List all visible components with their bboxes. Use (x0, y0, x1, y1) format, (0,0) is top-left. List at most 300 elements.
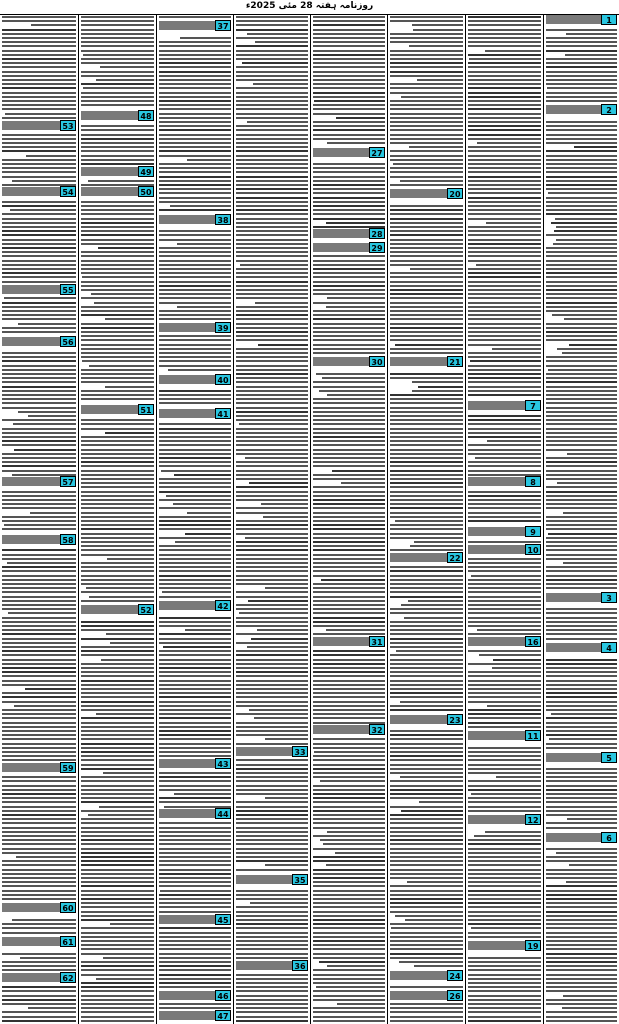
text-line (2, 558, 76, 560)
text-line (81, 419, 154, 421)
text-line (81, 373, 154, 375)
text-line (2, 797, 76, 799)
text-line (562, 352, 617, 354)
text-line (2, 33, 76, 35)
text-line (2, 717, 76, 719)
text-line (546, 419, 617, 421)
text-line (261, 503, 308, 505)
text-line (468, 512, 541, 514)
text-line (468, 625, 541, 627)
text-line (313, 1020, 385, 1022)
text-line (81, 902, 154, 904)
text-line (493, 659, 541, 661)
text-line (236, 831, 308, 833)
text-line (468, 201, 541, 203)
text-line (81, 881, 154, 883)
text-line (159, 667, 231, 669)
text-line (2, 381, 76, 383)
text-line (412, 390, 463, 392)
text-line (414, 541, 463, 543)
text-line (546, 890, 617, 892)
text-line (2, 927, 76, 929)
text-line (393, 163, 463, 165)
text-line (236, 192, 308, 194)
text-line (546, 516, 617, 518)
text-line (159, 289, 231, 291)
ad-number-badge: 39 (215, 322, 231, 333)
text-line (390, 16, 463, 18)
text-line (313, 407, 385, 409)
text-line (236, 982, 308, 984)
text-line (468, 621, 541, 623)
text-line (81, 780, 154, 782)
text-line (468, 856, 541, 858)
text-line (2, 201, 76, 203)
text-line (546, 923, 617, 925)
text-line (81, 575, 154, 577)
text-line (159, 121, 231, 123)
text-line (313, 953, 385, 955)
text-line (546, 570, 617, 572)
text-line (468, 869, 541, 871)
text-line (240, 264, 308, 266)
text-line (313, 990, 385, 992)
text-line (468, 873, 541, 875)
ad-number-badge: 40 (215, 374, 231, 385)
text-line (546, 29, 617, 31)
text-line (236, 108, 308, 110)
text-line (236, 499, 308, 501)
text-line (313, 898, 385, 900)
text-line (103, 957, 154, 959)
text-line (555, 218, 617, 220)
text-line (546, 297, 617, 299)
ad-number-badge: 20 (447, 188, 463, 199)
text-line (81, 281, 154, 283)
text-line (83, 54, 154, 56)
text-line (546, 407, 617, 409)
ad-number-badge: 8 (525, 476, 541, 487)
text-line (81, 327, 154, 329)
text-line (105, 432, 154, 434)
text-line (313, 33, 385, 35)
text-line (2, 218, 76, 220)
text-line (159, 822, 231, 824)
text-line (468, 129, 541, 131)
text-line (81, 512, 154, 514)
text-line (390, 696, 463, 698)
text-line (390, 209, 463, 211)
text-line (236, 835, 308, 837)
text-line (159, 75, 231, 77)
text-line (81, 272, 154, 274)
text-line (2, 390, 76, 392)
text-line (546, 205, 617, 207)
text-line (2, 138, 76, 140)
text-line (81, 474, 154, 476)
text-line (313, 835, 385, 837)
text-line (390, 570, 463, 572)
text-line (2, 579, 76, 581)
text-line (313, 129, 385, 131)
text-line (395, 344, 463, 346)
text-line (546, 255, 617, 257)
text-line (159, 188, 231, 190)
text-line (2, 709, 76, 711)
text-line (81, 218, 154, 220)
text-line (468, 562, 541, 564)
text-line (313, 617, 385, 619)
text-line (159, 66, 231, 68)
text-line (81, 239, 154, 241)
text-line (159, 738, 231, 740)
text-line (81, 1020, 154, 1022)
text-line (468, 134, 541, 136)
text-line (313, 654, 385, 656)
text-line (313, 108, 385, 110)
text-line (236, 688, 308, 690)
text-line (236, 554, 308, 556)
text-line (2, 995, 76, 997)
text-line (81, 747, 154, 749)
text-line (390, 121, 463, 123)
text-line (546, 932, 617, 934)
text-line (313, 562, 385, 564)
text-line (407, 881, 463, 883)
text-line (236, 180, 308, 182)
text-line (546, 629, 617, 631)
text-line (159, 45, 231, 47)
ad-number-badge: 22 (447, 552, 463, 563)
text-line (2, 281, 76, 283)
text-line (2, 394, 76, 396)
text-line (2, 419, 76, 421)
text-line (159, 751, 231, 753)
text-line (468, 344, 541, 346)
text-line (239, 423, 308, 425)
text-line (390, 331, 463, 333)
text-line (468, 881, 541, 883)
text-line (546, 579, 617, 581)
text-line (468, 1016, 541, 1018)
text-line (2, 360, 76, 362)
text-line (81, 722, 154, 724)
text-line (159, 516, 231, 518)
text-line (159, 726, 231, 728)
text-line (81, 705, 154, 707)
text-line (2, 306, 76, 308)
text-line (313, 201, 385, 203)
text-line (2, 159, 76, 161)
text-line (546, 100, 617, 102)
text-line (159, 197, 231, 199)
text-line (390, 243, 463, 245)
text-line (159, 297, 231, 299)
text-line (468, 45, 541, 47)
text-line (468, 251, 541, 253)
text-line (390, 83, 463, 85)
text-line (395, 915, 463, 917)
text-line (236, 163, 308, 165)
text-line (81, 717, 154, 719)
text-line (399, 961, 463, 963)
text-line (313, 436, 385, 438)
text-line (159, 302, 231, 304)
text-line (98, 247, 154, 249)
text-line (390, 407, 463, 409)
text-line (159, 444, 231, 446)
text-line (390, 150, 463, 152)
text-line (313, 738, 385, 740)
text-line (159, 650, 231, 652)
text-line (2, 654, 76, 656)
text-line (390, 323, 463, 325)
text-line (2, 894, 76, 896)
text-line (2, 243, 76, 245)
text-line (546, 667, 617, 669)
text-line (2, 96, 76, 98)
text-line (81, 306, 154, 308)
text-line (236, 591, 308, 593)
text-line (236, 932, 308, 934)
text-line (236, 692, 308, 694)
text-line (2, 990, 76, 992)
text-line (468, 33, 541, 35)
text-line (159, 772, 231, 774)
text-line (81, 457, 154, 459)
text-line (2, 671, 76, 673)
text-line (2, 801, 76, 803)
text-line (471, 793, 541, 795)
text-line (313, 688, 385, 690)
text-line (546, 848, 617, 850)
text-line (236, 369, 308, 371)
text-line (81, 226, 154, 228)
text-line (492, 667, 541, 669)
text-line (390, 898, 463, 900)
text-line (159, 499, 231, 501)
text-line (409, 146, 463, 148)
text-line (2, 16, 76, 18)
text-line (2, 29, 76, 31)
text-line (2, 734, 76, 736)
text-line (313, 71, 385, 73)
text-line (313, 755, 385, 757)
column (311, 14, 387, 1024)
text-line (546, 965, 617, 967)
text-line (546, 331, 617, 333)
text-line (168, 369, 231, 371)
text-line (2, 1020, 76, 1022)
text-line (2, 171, 76, 173)
text-line (236, 974, 308, 976)
text-line (236, 176, 308, 178)
text-line (81, 869, 154, 871)
text-line (313, 860, 385, 862)
text-line (2, 873, 76, 875)
text-line (159, 50, 231, 52)
text-line (468, 239, 541, 241)
text-line (159, 558, 231, 560)
text-line (2, 932, 76, 934)
text-line (313, 877, 385, 879)
text-line (81, 1007, 154, 1009)
ad-number-badge: 6 (601, 832, 617, 843)
text-line (313, 507, 385, 509)
text-line (236, 520, 308, 522)
text-line (159, 860, 231, 862)
text-line (2, 20, 76, 22)
text-line (159, 801, 231, 803)
text-line (2, 608, 76, 610)
text-line (313, 848, 385, 850)
ad-number-badge: 62 (60, 972, 76, 983)
text-line (400, 180, 463, 182)
text-line (159, 688, 231, 690)
text-line (390, 108, 463, 110)
text-line (236, 948, 308, 950)
text-line (159, 873, 231, 875)
text-line (2, 642, 76, 644)
text-line (557, 348, 617, 350)
text-line (236, 684, 308, 686)
text-line (236, 218, 308, 220)
text-line (390, 625, 463, 627)
text-line (546, 969, 617, 971)
text-line (81, 843, 154, 845)
text-line (159, 717, 231, 719)
text-line (390, 37, 463, 39)
text-line (563, 512, 617, 514)
text-line (313, 264, 385, 266)
text-line (390, 276, 463, 278)
text-line (390, 575, 463, 577)
text-line (236, 625, 308, 627)
text-line (236, 780, 308, 782)
text-line (313, 583, 385, 585)
text-line (405, 919, 463, 921)
ad-number-badge: 49 (138, 166, 154, 177)
text-line (468, 612, 541, 614)
text-line (236, 906, 308, 908)
text-line (313, 940, 385, 942)
text-line (390, 335, 463, 337)
text-line (546, 432, 617, 434)
text-line (81, 159, 154, 161)
text-line (28, 1007, 76, 1009)
text-line (468, 495, 541, 497)
text-line (2, 696, 76, 698)
text-line (546, 789, 617, 791)
ad-number-badge: 11 (525, 730, 541, 741)
text-line (313, 50, 385, 52)
text-line (81, 62, 154, 64)
text-line (159, 780, 231, 782)
text-line (81, 789, 154, 791)
text-line (2, 369, 76, 371)
text-line (468, 377, 541, 379)
text-line (159, 209, 231, 211)
text-line (546, 776, 617, 778)
text-line (390, 398, 463, 400)
text-line (313, 944, 385, 946)
text-line (390, 297, 463, 299)
text-line (236, 318, 308, 320)
text-line (546, 188, 617, 190)
text-line (390, 234, 463, 236)
text-line (546, 381, 617, 383)
text-line (470, 360, 541, 362)
text-line (313, 978, 385, 980)
text-line (2, 633, 76, 635)
text-line (2, 839, 76, 841)
text-line (81, 398, 154, 400)
text-line (468, 591, 541, 593)
text-line (236, 29, 308, 31)
text-line (313, 171, 385, 173)
text-line (468, 709, 541, 711)
text-line (2, 738, 76, 740)
text-line (468, 247, 541, 249)
text-line (187, 159, 231, 161)
text-line (468, 713, 541, 715)
text-line (2, 747, 76, 749)
text-line (313, 789, 385, 791)
text-line (159, 940, 231, 942)
text-line (313, 932, 385, 934)
text-line (390, 255, 463, 257)
text-line (2, 176, 76, 178)
text-line (2, 356, 76, 358)
text-line (546, 621, 617, 623)
text-line (313, 902, 385, 904)
text-line (236, 201, 308, 203)
text-line (468, 911, 541, 913)
text-line (159, 318, 231, 320)
text-line (2, 864, 76, 866)
text-line (236, 915, 308, 917)
text-line (159, 16, 231, 18)
text-line (468, 381, 541, 383)
text-line (313, 41, 385, 43)
text-line (159, 545, 231, 547)
text-line (468, 197, 541, 199)
text-line (81, 222, 154, 224)
text-line (81, 352, 154, 354)
text-line (546, 1020, 617, 1022)
text-line (236, 251, 308, 253)
text-line (236, 495, 308, 497)
text-line (105, 386, 154, 388)
text-line (390, 797, 463, 799)
text-line (173, 503, 231, 505)
text-line (468, 306, 541, 308)
text-line (313, 906, 385, 908)
text-line (12, 919, 76, 921)
text-line (2, 898, 76, 900)
text-line (236, 125, 308, 127)
text-line (468, 339, 541, 341)
text-line (99, 806, 154, 808)
text-line (313, 260, 385, 262)
ad-number-badge: 57 (60, 476, 76, 487)
text-line (326, 629, 385, 631)
text-line (159, 365, 231, 367)
text-line (159, 906, 231, 908)
text-line (468, 104, 541, 106)
text-line (83, 87, 154, 89)
text-line (236, 310, 308, 312)
